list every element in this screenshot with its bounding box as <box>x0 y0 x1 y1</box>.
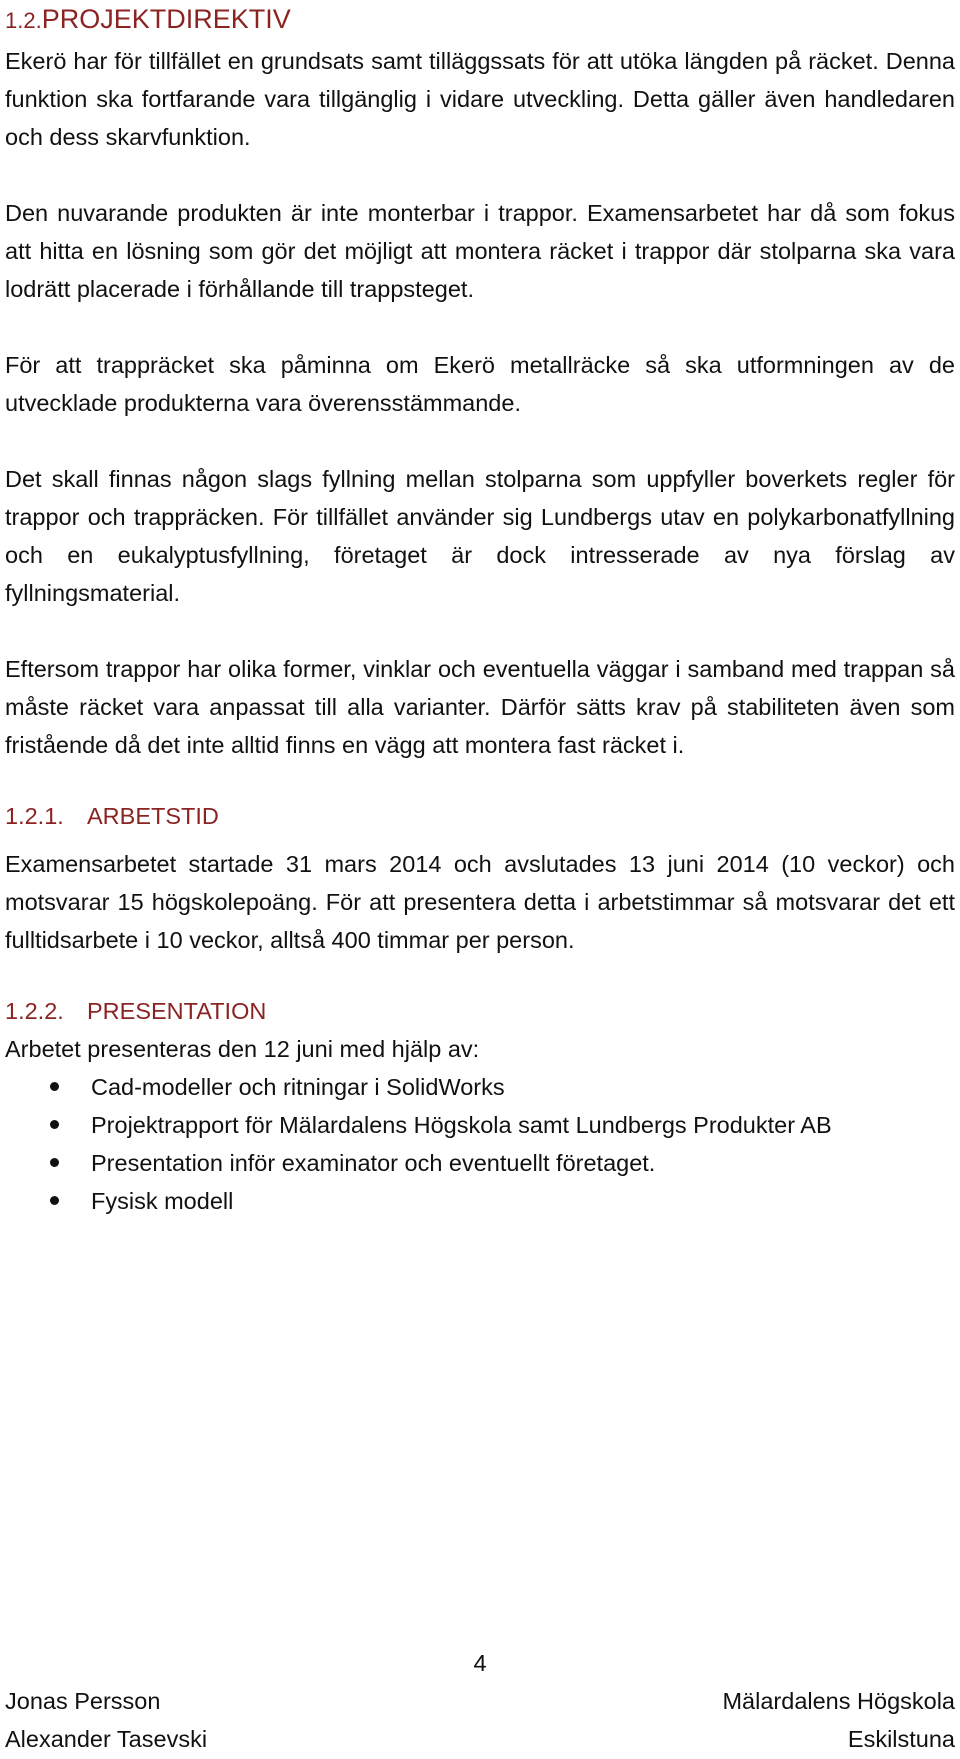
list-item-text: Cad-modeller och ritningar i SolidWorks <box>91 1074 505 1100</box>
presentation-intro: Arbetet presenteras den 12 juni med hjälp av: <box>5 1036 480 1062</box>
bullet-icon <box>50 1196 59 1205</box>
bullet-icon <box>50 1158 59 1167</box>
paragraph: Ekerö har för tillfället en grundsats samt tilläggssats för att utöka längden på räcket. Denna funktion ska fortfarande vara tillgänglig i vidare utveckling. Detta gäller även handledaren och dess skarvfunktion. <box>5 48 955 150</box>
paragraph: För att trappräcket ska påminna om Ekerö metallräcke så ska utformningen av de utvecklade produkterna vara överensstämmande. <box>5 352 955 416</box>
section-number: 1.2. <box>5 8 42 33</box>
section-heading <box>5 0 955 38</box>
list-item <box>5 1106 955 1144</box>
arbetstid-heading <box>5 797 955 835</box>
institution-name: Mälardalens Högskola <box>722 1688 955 1714</box>
bullet-icon <box>50 1120 59 1129</box>
paragraph: Det skall finnas någon slags fyllning mellan stolparna som uppfyller boverkets regler för trappor och trappräcken. För tillfället använder sig Lundbergs utav en polykarbonatfyllning och en eukalyptusfyllning, företaget är dock intresserade av nya förslag av fyllningsmaterial. <box>5 466 955 606</box>
author-name: Alexander Tasevski <box>5 1726 208 1752</box>
footer-row-1 <box>5 1682 955 1720</box>
list-item-text: Presentation inför examinator och eventuellt företaget. <box>91 1150 656 1176</box>
footer-row-2 <box>5 1720 955 1758</box>
city-name: Eskilstuna <box>847 1726 955 1752</box>
subsection-title: PRESENTATION <box>87 998 267 1024</box>
arbetstid-paragraph: Examensarbetet startade 31 mars 2014 och avslutades 13 juni 2014 (10 veckor) och motsvarar 15 högskolepoäng. För att presentera detta i arbetstimmar så motsvarar det ett fulltidsarbete i 10 veckor, alltså 400 timmar per person. <box>5 851 955 953</box>
subsection-title: ARBETSTID <box>87 803 219 829</box>
subsection-number: 1.2.1. <box>5 803 64 829</box>
list-item-text: Fysisk modell <box>91 1188 234 1214</box>
author-name: Jonas Persson <box>5 1688 161 1714</box>
paragraph: Eftersom trappor har olika former, vinklar och eventuella väggar i samband med trappan så måste räcket vara anpassat till alla varianter. Därför sätts krav på stabiliteten även som fristående då det inte alltid finns en vägg att montera fast räcket i. <box>5 656 955 758</box>
paragraph: Den nuvarande produkten är inte monterbar i trappor. Examensarbetet har då som fokus att hitta en lösning som gör det möjligt att montera räcket i trappor där stolparna ska vara lodrätt placerade i förhållande till trappsteget. <box>5 200 955 302</box>
bullet-icon <box>50 1082 59 1091</box>
list-item <box>5 1182 955 1220</box>
page-content <box>5 0 955 1220</box>
page-footer <box>5 1644 955 1758</box>
section-title: PROJEKTDIREKTIV <box>41 4 291 34</box>
presentation-heading <box>5 992 955 1030</box>
list-item <box>5 1144 955 1182</box>
subsection-number: 1.2.2. <box>5 998 64 1024</box>
list-item <box>5 1068 955 1106</box>
page-number: 4 <box>473 1650 487 1676</box>
presentation-list <box>5 1068 955 1220</box>
list-item-text: Projektrapport för Mälardalens Högskola samt Lundbergs Produkter AB <box>91 1112 832 1138</box>
